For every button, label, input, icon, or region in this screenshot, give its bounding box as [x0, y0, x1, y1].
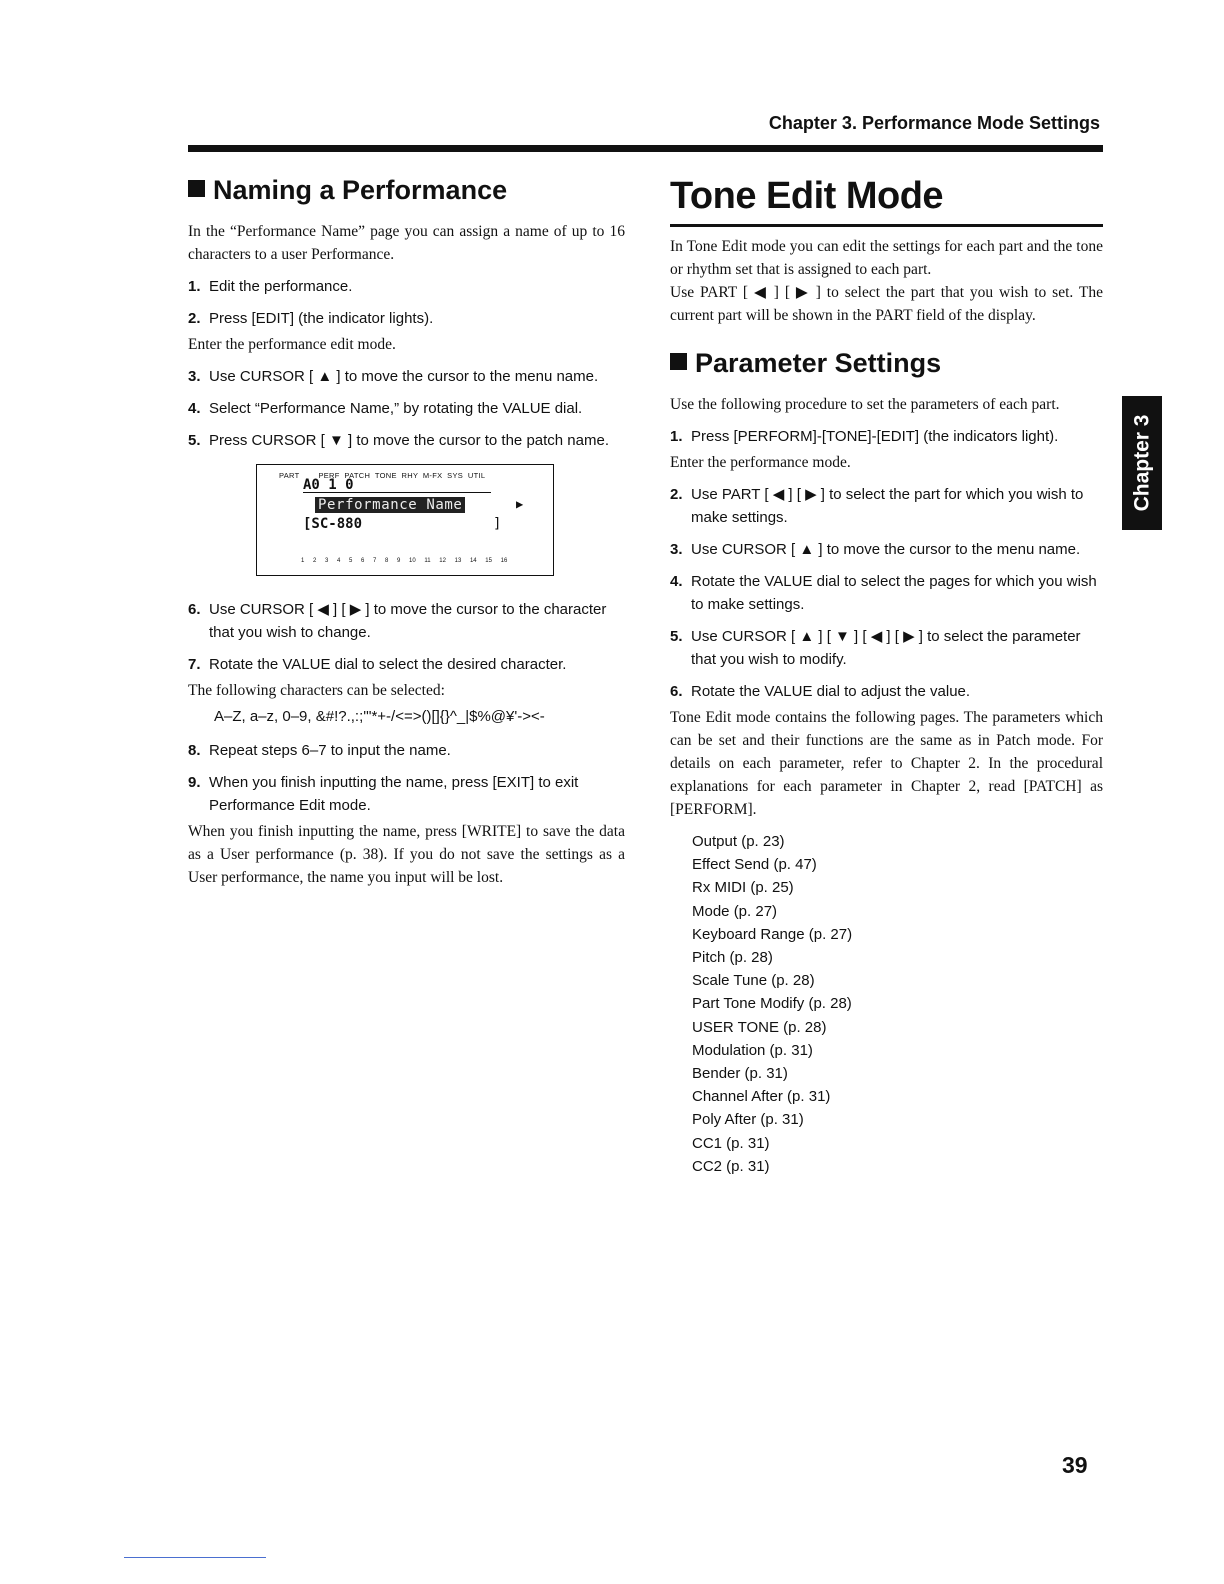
step-text: Press [EDIT] (the indicator lights).: [209, 310, 434, 327]
step: [188, 397, 625, 420]
chapter-header: Chapter 3. Performance Mode Settings: [768, 113, 1100, 133]
step: [188, 739, 625, 762]
step-number: 1.: [188, 278, 201, 295]
footnote-rule: [124, 1557, 266, 1558]
step: [670, 625, 1103, 671]
step-text: Rotate the VALUE dial to select the pages for which you wish to make settings.: [691, 573, 1097, 613]
step-number: 4.: [188, 400, 201, 417]
list-item: Keyboard Range (p. 27): [692, 925, 853, 943]
intro-paragraph: In the “Performance Name” page you can assign a name of up to 16 characters to a user Performance.: [188, 223, 625, 263]
character-set: A–Z, a–z, 0–9, &#!?.,:;'"*+-/<=>()[]{}^_|$%@¥'-><-: [214, 708, 545, 725]
list-item: Rx MIDI (p. 25): [692, 879, 794, 897]
step-text: Edit the performance.: [209, 278, 353, 295]
left-column: [188, 168, 625, 898]
list-item: CC1 (p. 31): [692, 1134, 770, 1152]
step-text: When you finish inputting the name, press [EXIT] to exit Performance Edit mode.: [209, 774, 579, 814]
list-item: Channel After (p. 31): [692, 1088, 831, 1106]
step-number: 4.: [670, 573, 683, 590]
mode-title: Tone Edit Mode: [670, 175, 944, 217]
list-item: Bender (p. 31): [692, 1065, 788, 1083]
step-text: Rotate the VALUE dial to adjust the value.: [691, 683, 971, 700]
step-number: 6.: [188, 601, 201, 618]
step-number: 5.: [188, 432, 201, 449]
lcd-right-arrow-icon: ▶: [516, 497, 524, 511]
step-text: Use PART [ ◀ ] [ ▶ ] to select the part for which you wish to make settings.: [691, 486, 1084, 526]
step-text: Use CURSOR [ ▲ ] [ ▼ ] [ ◀ ] [ ▶ ] to select the parameter that you wish to modify.: [691, 628, 1081, 668]
lcd-closing-bracket: ]: [493, 516, 502, 532]
step: [188, 275, 625, 298]
closing-paragraph: When you finish inputting the name, press [WRITE] to save the data as a User performance (p. 38). If you do not save the settings as a User performance, the name you input will be lost.: [188, 823, 625, 886]
lcd-part-number: A0 1 0: [303, 477, 354, 493]
step-text: Use CURSOR [ ◀ ] [ ▶ ] to move the cursor to the character that you wish to change.: [209, 601, 607, 641]
section-heading-parameters: [670, 341, 1103, 385]
step-number: 7.: [188, 656, 201, 673]
title-rule: [670, 224, 1103, 227]
list-item: Output (p. 23): [692, 833, 785, 850]
section-title: Naming a Performance: [213, 175, 508, 205]
square-bullet-icon: [188, 180, 205, 197]
list-item: USER TONE (p. 28): [692, 1018, 827, 1036]
list-item: Poly After (p. 31): [692, 1111, 804, 1129]
lcd-highlighted-menu: Performance Name: [315, 497, 465, 513]
list-item: CC2 (p. 31): [692, 1157, 770, 1175]
step-text: Use CURSOR [ ▲ ] to move the cursor to the menu name.: [209, 368, 599, 385]
step-text: Press [PERFORM]-[TONE]-[EDIT] (the indicators light).: [691, 428, 1059, 445]
section-heading-naming: [188, 168, 625, 212]
page-list: [692, 830, 1103, 1178]
step: [188, 307, 625, 330]
step: [188, 365, 625, 388]
chapter-tab: [1122, 396, 1162, 530]
step-number: 3.: [670, 541, 683, 558]
step-note: Enter the performance edit mode.: [188, 336, 396, 353]
step: [188, 771, 625, 817]
step-number: 3.: [188, 368, 201, 385]
lcd-name-value: [SC-880: [303, 516, 363, 532]
step: [670, 483, 1103, 529]
step-text: Select “Performance Name,” by rotating the VALUE dial.: [209, 400, 583, 417]
intro-paragraph: In Tone Edit mode you can edit the settings for each part and the tone or rhythm set that is assigned to each part.: [670, 238, 1103, 278]
step: [188, 429, 625, 452]
step-number: 5.: [670, 628, 683, 645]
list-item: Effect Send (p. 47): [692, 856, 817, 874]
step-number: 1.: [670, 428, 683, 445]
square-bullet-icon: [670, 353, 687, 370]
header-rule: [188, 145, 1103, 152]
intro-paragraph: Use PART [ ◀ ] [ ▶ ] to select the part that you wish to set. The current part will be shown in the PART field of the display.: [670, 284, 1103, 324]
section-title: Parameter Settings: [695, 348, 942, 378]
list-item: Part Tone Modify (p. 28): [692, 995, 852, 1013]
step-note: Tone Edit mode contains the following pages. The parameters which can be set and their functions are the same as in Patch mode. For details on each parameter, refer to Chapter 2. In the procedural explanations for each parameter in Chapter 2, read [PATCH] as [PERFORM].: [670, 709, 1103, 818]
lcd-part-scale: 1 2 3 4 5 6 7 8 9 10 11 12 13 14 15 16: [301, 558, 508, 564]
step: [188, 653, 625, 676]
list-item: Modulation (p. 31): [692, 1041, 813, 1059]
step: [670, 680, 1103, 703]
step-note: The following characters can be selected:: [188, 682, 445, 699]
step-text: Press CURSOR [ ▼ ] to move the cursor to the patch name.: [209, 432, 609, 449]
lcd-menu-row: PART PERF PATCH TONE RHY M-FX SYS UTIL: [279, 471, 486, 480]
step: [670, 425, 1103, 448]
step-note: Enter the performance mode.: [670, 454, 851, 471]
step-number: 9.: [188, 774, 201, 791]
step-text: Use CURSOR [ ▲ ] to move the cursor to the menu name.: [691, 541, 1081, 558]
step-text: Rotate the VALUE dial to select the desired character.: [209, 656, 567, 673]
chapter-tab-label: Chapter 3: [1130, 414, 1154, 512]
list-item: Pitch (p. 28): [692, 949, 773, 967]
list-item: Scale Tune (p. 28): [692, 972, 815, 990]
list-item: Mode (p. 27): [692, 902, 778, 920]
lcd-divider: [303, 492, 491, 493]
step-number: 8.: [188, 742, 201, 759]
step-text: Repeat steps 6–7 to input the name.: [209, 742, 451, 759]
step-number: 2.: [188, 310, 201, 327]
step: [670, 538, 1103, 561]
step: [670, 570, 1103, 616]
right-column: [670, 168, 1103, 1178]
section-intro: Use the following procedure to set the parameters of each part.: [670, 396, 1060, 413]
step-number: 6.: [670, 683, 683, 700]
step-number: 2.: [670, 486, 683, 503]
lcd-display-illustration: [256, 464, 554, 576]
step: [188, 598, 625, 644]
page-number: 39: [1062, 1452, 1088, 1478]
